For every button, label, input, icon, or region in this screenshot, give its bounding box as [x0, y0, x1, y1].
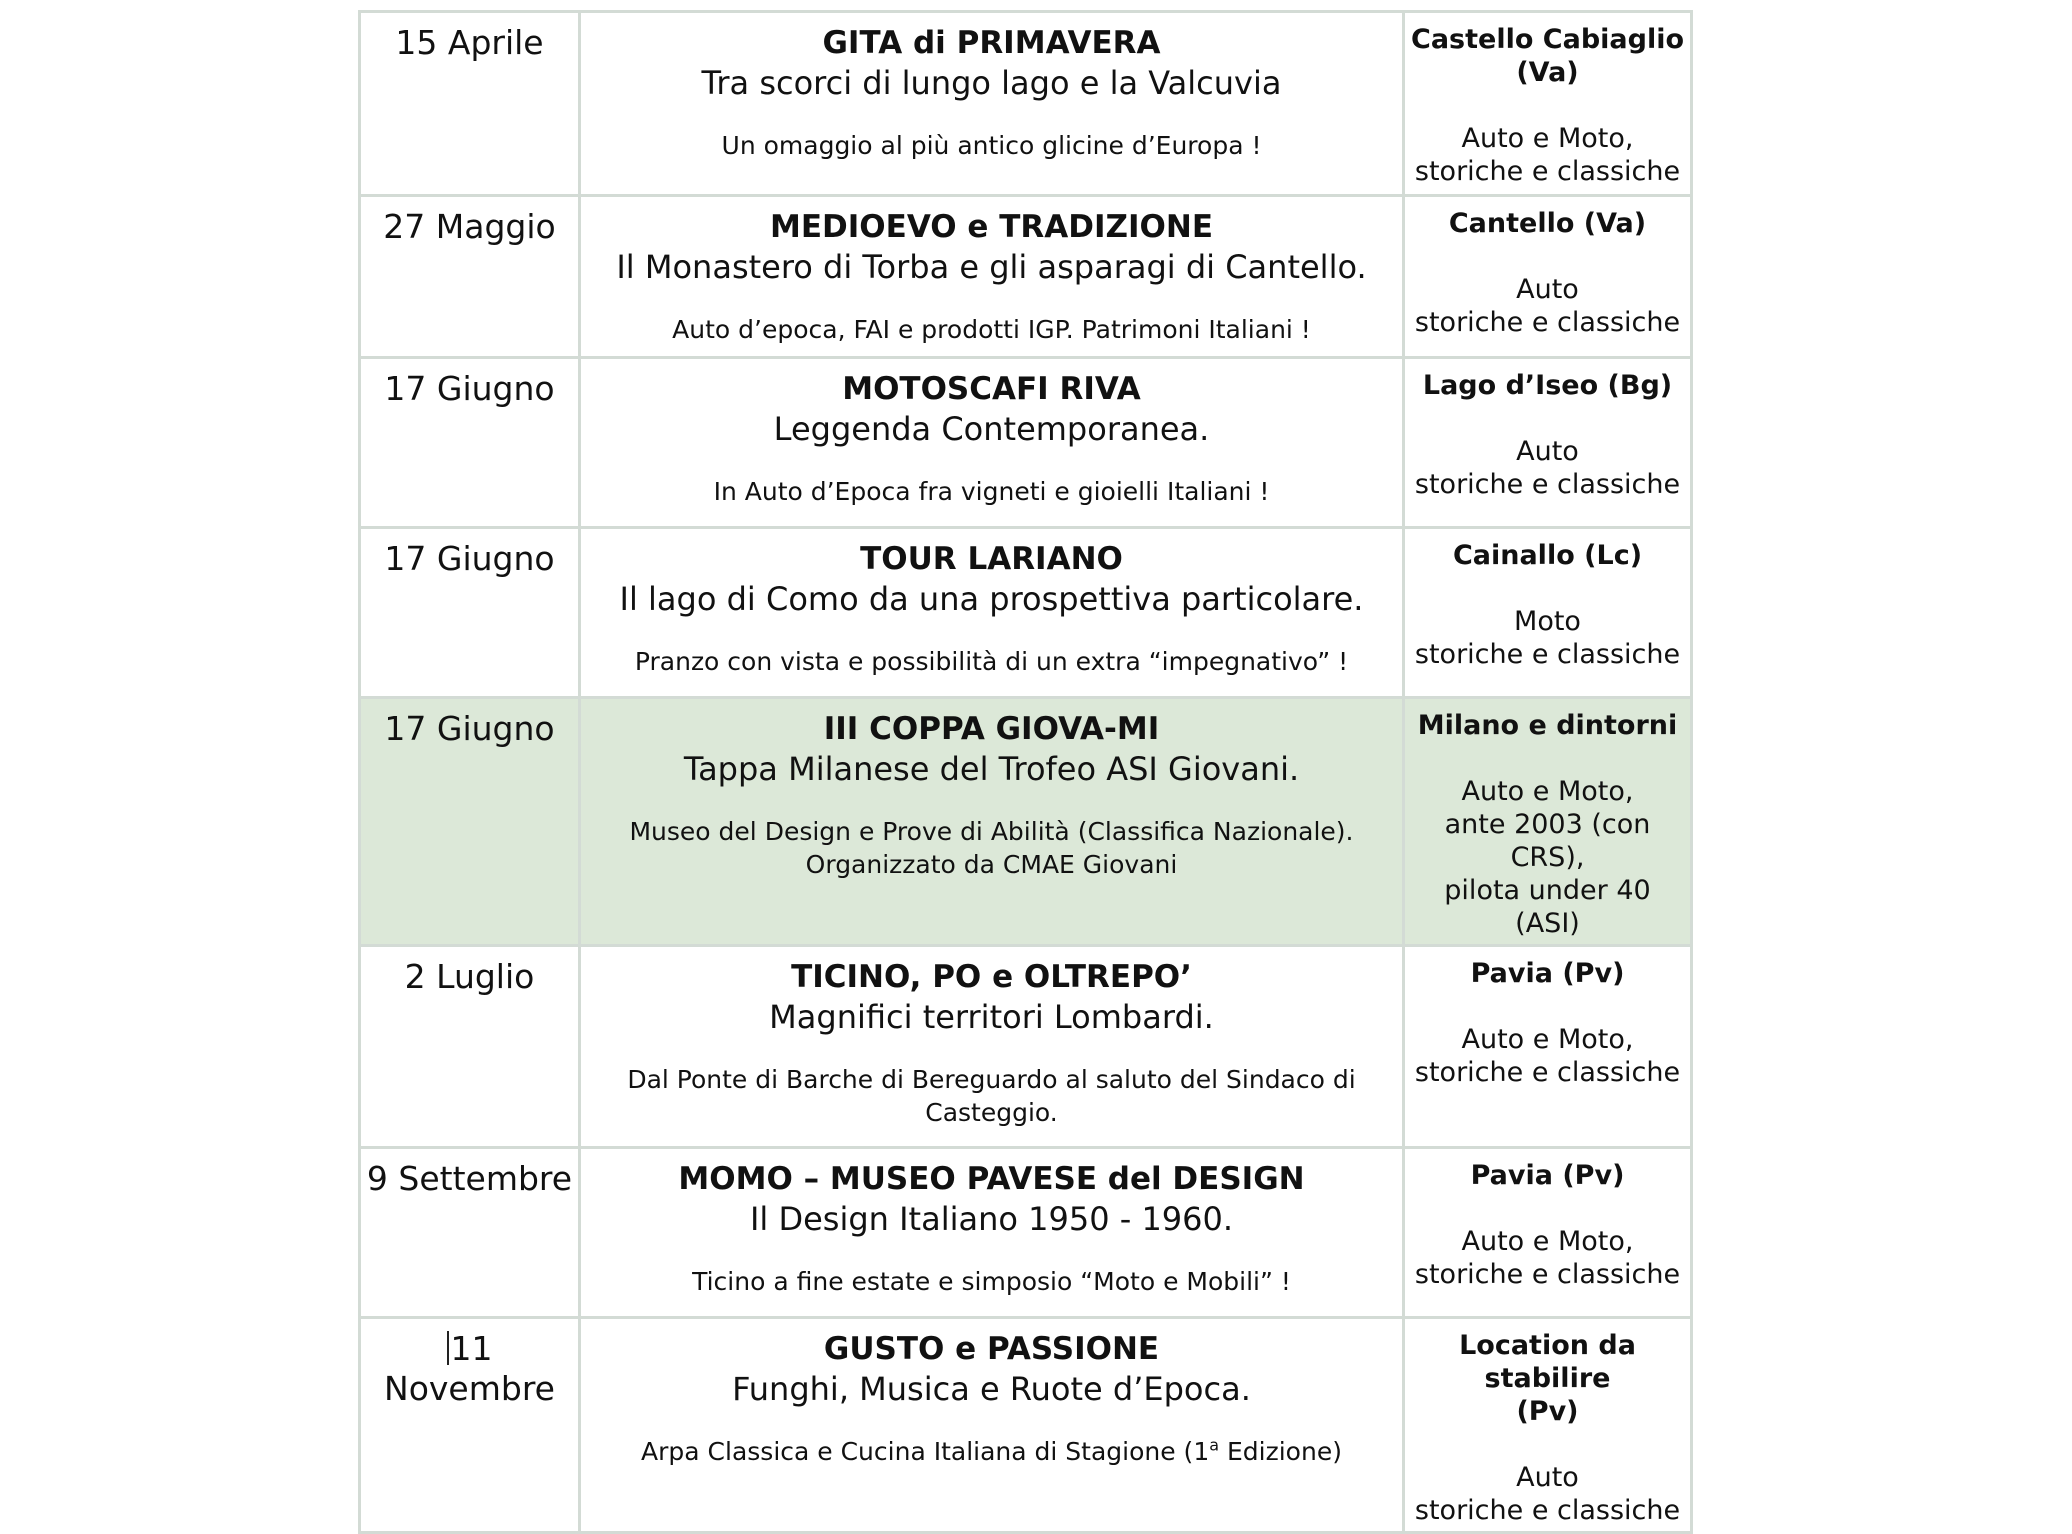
- location-cell: [1404, 528, 1692, 698]
- event-note: In Auto d’Epoca fra vigneti e gioielli Italiani !: [713, 477, 1270, 506]
- date-cell: [360, 1148, 580, 1318]
- event-title: TICINO, PO e OLTREPO’: [791, 959, 1192, 995]
- event-date: 27 Maggio: [383, 207, 556, 246]
- event-note: Pranzo con vista e possibilità di un extra “impegnativo” !: [634, 647, 1349, 676]
- event-vehicles: Auto storiche e classiche: [1414, 436, 1681, 500]
- location-cell: [1404, 1318, 1692, 1533]
- event-note: [591, 1435, 1392, 1468]
- description-cell: [580, 528, 1404, 698]
- event-title: GITA di PRIMAVERA: [822, 25, 1161, 61]
- event-row: [360, 12, 1692, 196]
- event-vehicles: Auto e Moto, storiche e classiche: [1414, 1024, 1681, 1088]
- date-cell: [360, 698, 580, 946]
- event-subtitle: Tra scorci di lungo lago e la Valcuvia: [701, 64, 1282, 102]
- event-vehicles: Auto storiche e classiche: [1414, 1462, 1681, 1526]
- event-vehicles: Auto e Moto, storiche e classiche: [1414, 1226, 1681, 1290]
- location-cell: [1404, 1148, 1692, 1318]
- event-vehicles: Auto storiche e classiche: [1414, 274, 1681, 338]
- description-cell: [580, 12, 1404, 196]
- event-row: [360, 1148, 1692, 1318]
- event-vehicles: Auto e Moto, ante 2003 (con CRS), pilota under 40 (ASI): [1444, 776, 1651, 939]
- date-cell: [360, 1318, 580, 1533]
- event-title: GUSTO e PASSIONE: [823, 1331, 1160, 1367]
- event-title: III COPPA GIOVA-MI: [823, 711, 1160, 747]
- event-row: [360, 196, 1692, 358]
- description-cell: [580, 358, 1404, 528]
- event-date: 2 Luglio: [404, 957, 535, 996]
- event-vehicles: Moto storiche e classiche: [1414, 606, 1681, 670]
- event-subtitle: Tappa Milanese del Trofeo ASI Giovani.: [683, 750, 1300, 788]
- event-row: [360, 528, 1692, 698]
- event-note-text: Arpa Classica e Cucina Italiana di Stagione (1: [641, 1437, 1210, 1466]
- description-cell: [580, 698, 1404, 946]
- description-cell: [580, 1318, 1404, 1533]
- event-date: 11 Novembre: [384, 1329, 555, 1408]
- date-cell: [360, 528, 580, 698]
- location-cell: [1404, 358, 1692, 528]
- event-note-superscript: a: [1209, 1435, 1220, 1455]
- date-cell: [360, 12, 580, 196]
- text-cursor: [447, 1331, 449, 1365]
- event-note: Un omaggio al più antico glicine d’Europa !: [721, 131, 1262, 160]
- event-subtitle: Il Monastero di Torba e gli asparagi di Cantello.: [616, 248, 1367, 286]
- event-row: [360, 946, 1692, 1148]
- location-cell: [1404, 946, 1692, 1148]
- date-cell: [360, 946, 580, 1148]
- event-note: Auto d’epoca, FAI e prodotti IGP. Patrimoni Italiani !: [672, 315, 1311, 344]
- description-cell: [580, 946, 1404, 1148]
- event-row-highlighted: [360, 698, 1692, 946]
- event-subtitle: Magnifici territori Lombardi.: [769, 998, 1214, 1036]
- event-date: 17 Giugno: [384, 709, 555, 748]
- event-place: Location da stabilire (Pv): [1459, 1330, 1636, 1427]
- description-cell: [580, 1148, 1404, 1318]
- description-cell: [580, 196, 1404, 358]
- event-subtitle: Leggenda Contemporanea.: [773, 410, 1210, 448]
- event-title: MOTOSCAFI RIVA: [842, 371, 1141, 407]
- date-cell: [360, 196, 580, 358]
- event-title: TOUR LARIANO: [860, 541, 1123, 577]
- date-cell: [360, 358, 580, 528]
- location-cell: [1404, 12, 1692, 196]
- event-note: Ticino a fine estate e simposio “Moto e Mobili” !: [692, 1267, 1291, 1296]
- event-place: Lago d’Iseo (Bg): [1422, 370, 1673, 401]
- event-date: 9 Settembre: [366, 1159, 573, 1198]
- location-cell: [1404, 698, 1692, 946]
- event-note-end: Edizione): [1219, 1437, 1342, 1466]
- event-place: Cainallo (Lc): [1452, 540, 1643, 571]
- event-place: Pavia (Pv): [1470, 958, 1625, 989]
- event-subtitle: Il Design Italiano 1950 - 1960.: [749, 1200, 1234, 1238]
- event-date: 17 Giugno: [384, 539, 555, 578]
- events-table: [358, 10, 1693, 1534]
- event-place: Cantello (Va): [1448, 208, 1647, 239]
- event-row: [360, 1318, 1692, 1533]
- event-subtitle: Il lago di Como da una prospettiva particolare.: [619, 580, 1364, 618]
- event-row: [360, 358, 1692, 528]
- event-title: MEDIOEVO e TRADIZIONE: [770, 209, 1213, 245]
- event-date: 15 Aprile: [395, 23, 544, 62]
- location-cell: [1404, 196, 1692, 358]
- event-note: Museo del Design e Prove di Abilità (Classifica Nazionale). Organizzato da CMAE Giovani: [629, 817, 1354, 879]
- event-vehicles: Auto e Moto, storiche e classiche: [1414, 123, 1681, 187]
- event-place: Pavia (Pv): [1470, 1160, 1625, 1191]
- event-date: 17 Giugno: [384, 369, 555, 408]
- event-title: MOMO – MUSEO PAVESE del DESIGN: [678, 1161, 1305, 1197]
- event-place: Castello Cabiaglio (Va): [1411, 24, 1685, 88]
- event-note: Dal Ponte di Barche di Bereguardo al saluto del Sindaco di Casteggio.: [627, 1065, 1356, 1127]
- event-place: Milano e dintorni: [1417, 710, 1678, 741]
- event-subtitle: Funghi, Musica e Ruote d’Epoca.: [732, 1370, 1251, 1408]
